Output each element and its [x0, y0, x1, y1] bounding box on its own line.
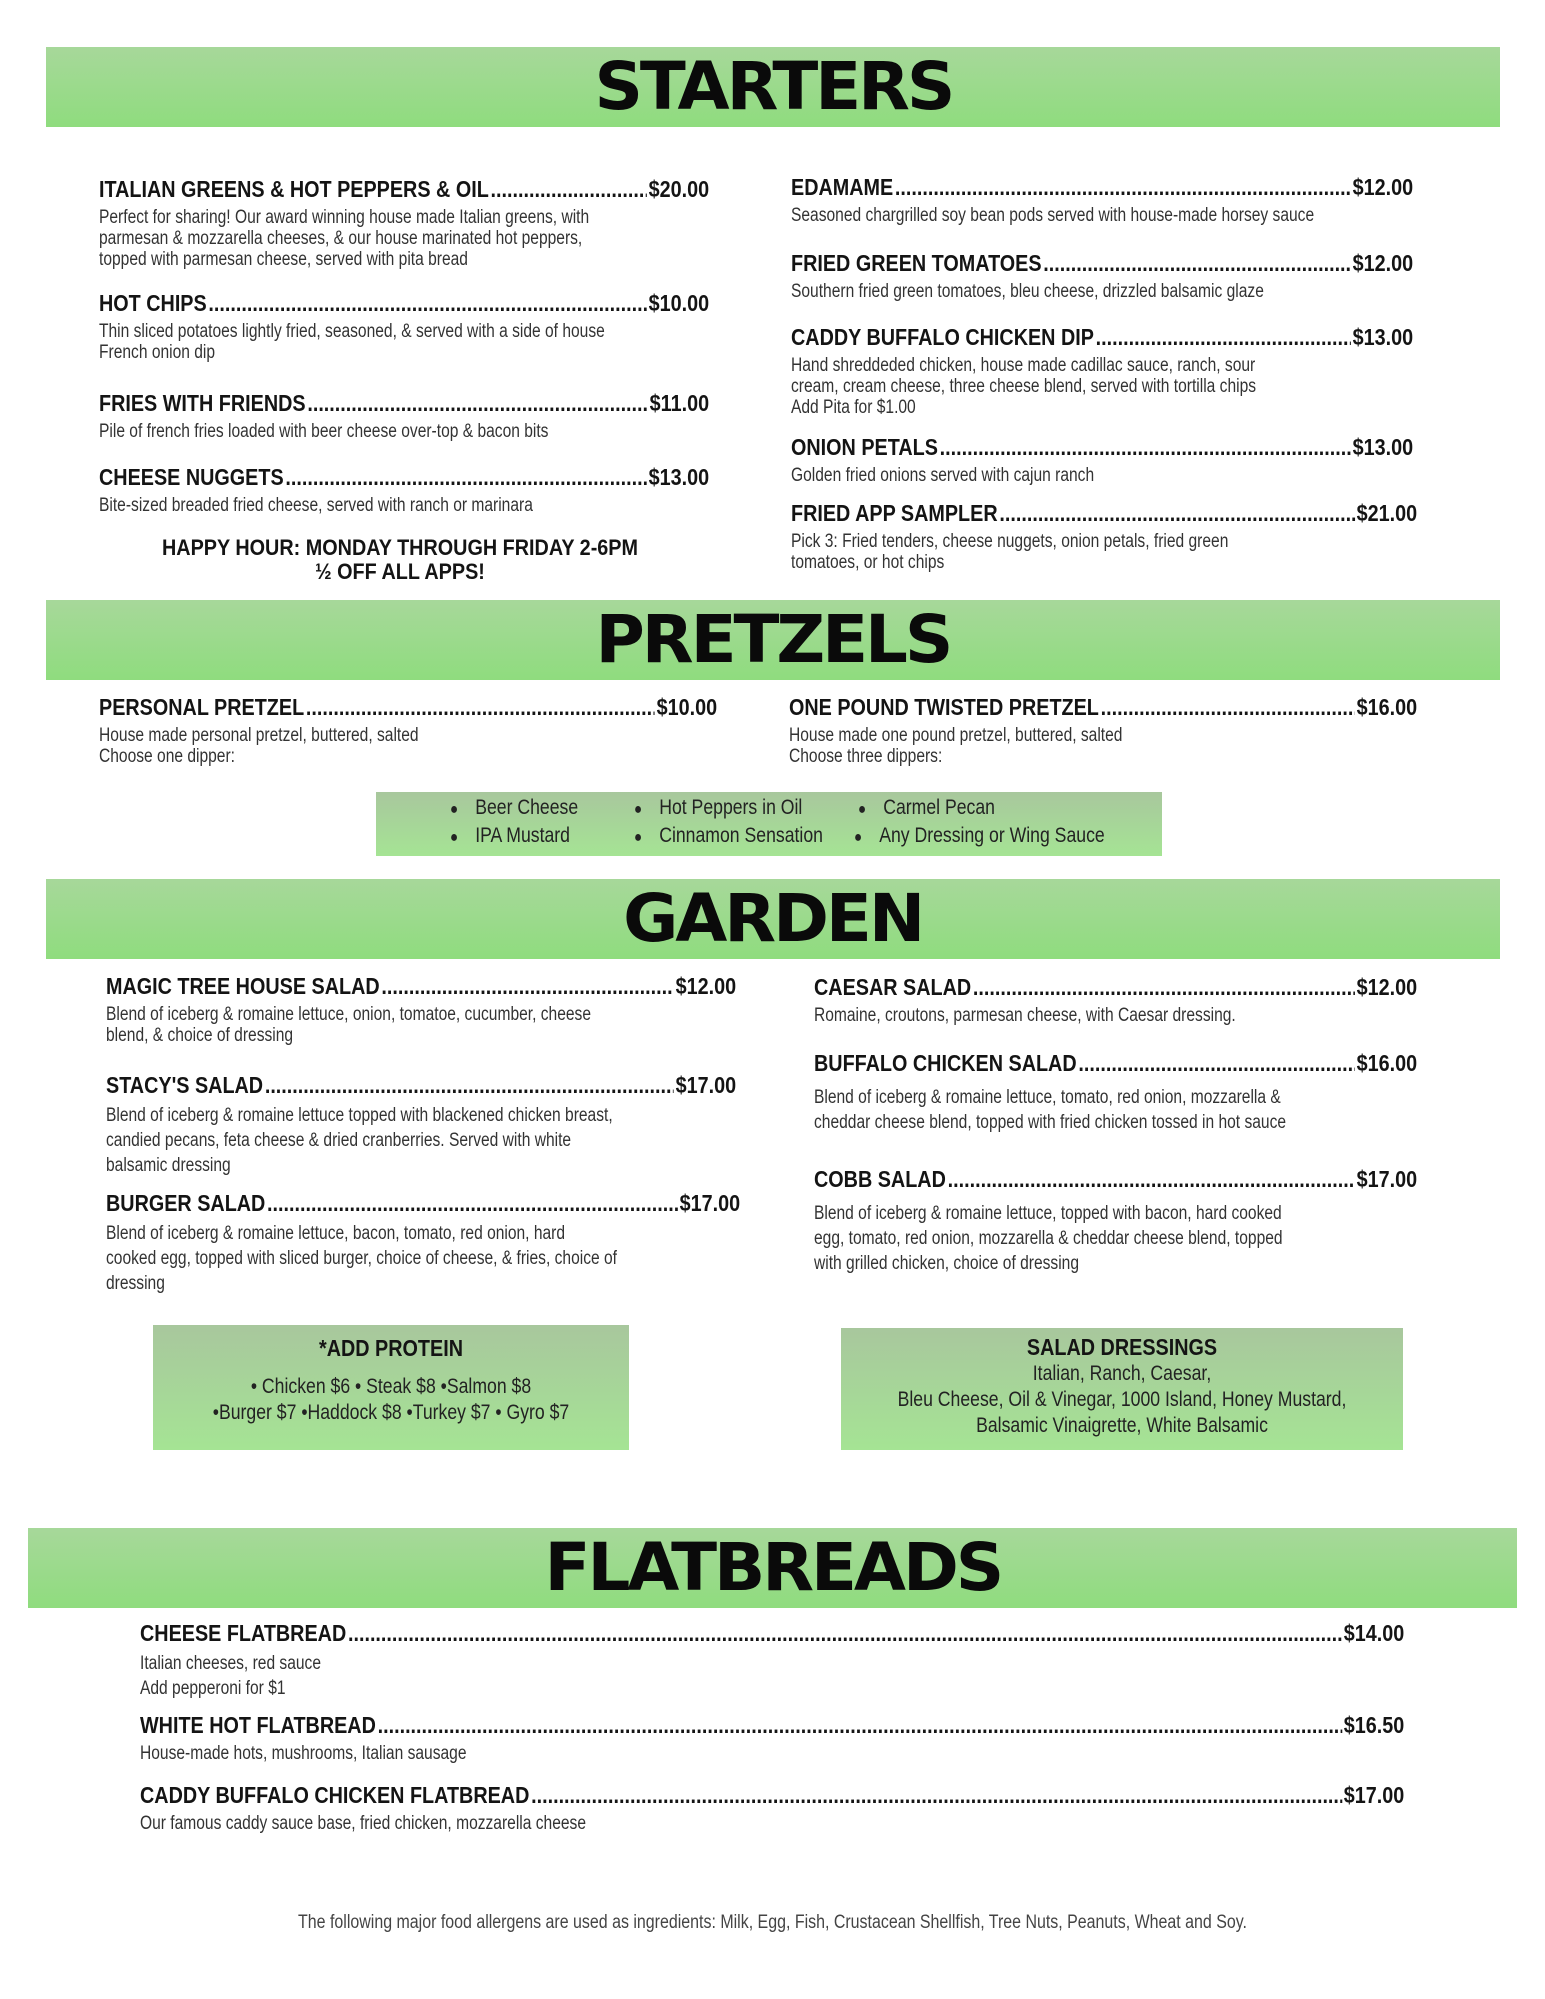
item-desc-line: Blend of iceberg & romaine lettuce topped with blackened chicken breast,	[106, 1105, 613, 1126]
item-price: $17.00	[679, 1190, 741, 1216]
item-desc-line: Pick 3: Fried tenders, cheese nuggets, onion petals, fried green	[791, 531, 1229, 552]
dressing-line: Italian, Ranch, Caesar,	[1032, 1362, 1212, 1385]
item-desc-line: cream, cream cheese, three cheese blend, served with tortilla chips	[791, 376, 1257, 397]
item-desc-line: balsamic dressing	[106, 1155, 231, 1176]
menu-item-buffalo-chicken-salad	[814, 1050, 1417, 1135]
item-desc-line: dressing	[106, 1273, 165, 1294]
item-desc-line: House-made hots, mushrooms, Italian sausage	[140, 1743, 467, 1764]
item-desc-line: candied pecans, feta cheese & dried cranberries. Served with white	[106, 1130, 572, 1151]
pretzels-title: PRETZELS	[595, 601, 951, 678]
menu-item-fried-green-tomatoes	[791, 250, 1413, 302]
flatbreads-header-band	[28, 1528, 1517, 1608]
item-name: FRIED GREEN TOMATOES	[791, 250, 1042, 276]
item-desc-line: Blend of iceberg & romaine lettuce, tomato, red onion, mozzarella &	[814, 1087, 1281, 1108]
item-name: MAGIC TREE HOUSE SALAD	[106, 973, 380, 999]
item-name: ONION PETALS	[791, 434, 938, 460]
item-price: $20.00	[648, 176, 710, 202]
item-price: $17.00	[1356, 1166, 1418, 1192]
item-desc-line: Add pepperoni for $1	[140, 1678, 286, 1699]
item-price: $13.00	[648, 464, 710, 490]
dipper-item: ● Carmel Pecan	[858, 796, 995, 819]
menu-item-white-hot-flatbread	[140, 1712, 1404, 1764]
item-name: CADDY BUFFALO CHICKEN DIP	[791, 324, 1094, 350]
item-price: $16.50	[1343, 1712, 1405, 1738]
menu-item-stacys-salad	[106, 1072, 736, 1178]
dipper-item: ● Hot Peppers in Oil	[634, 796, 803, 819]
item-name: EDAMAME	[791, 174, 894, 200]
happy-hour-line: HAPPY HOUR: MONDAY THROUGH FRIDAY 2-6PM	[161, 535, 639, 560]
item-price: $16.00	[1356, 694, 1418, 720]
item-desc-line: Southern fried green tomatoes, bleu cheese, drizzled balsamic glaze	[791, 281, 1264, 302]
item-price: $12.00	[675, 973, 737, 999]
item-desc-line: House made one pound pretzel, buttered, salted	[789, 725, 1123, 746]
item-desc-line: blend, & choice of dressing	[106, 1025, 294, 1046]
menu-item-personal-pretzel	[99, 694, 717, 767]
item-desc-line: Romaine, croutons, parmesan cheese, with Caesar dressing.	[814, 1005, 1236, 1026]
item-desc-line: cooked egg, topped with sliced burger, choice of cheese, & fries, choice of	[106, 1248, 617, 1269]
item-desc-line: egg, tomato, red onion, mozzarella & cheddar cheese blend, topped	[814, 1228, 1283, 1249]
add-protein-title: *ADD PROTEIN	[319, 1335, 463, 1361]
item-desc-line: Choose one dipper:	[99, 746, 235, 767]
item-desc-line: with grilled chicken, choice of dressing	[814, 1253, 1080, 1274]
starters-title: STARTERS	[594, 48, 952, 125]
menu-item-caddy-buffalo-chicken-dip	[791, 324, 1413, 418]
item-name: CHEESE FLATBREAD	[140, 1620, 347, 1646]
menu-item-caesar-salad	[814, 974, 1417, 1026]
salad-dressings-title: SALAD DRESSINGS	[1026, 1334, 1218, 1360]
item-desc-line: Hand shreddeded chicken, house made cadillac sauce, ranch, sour	[791, 355, 1256, 376]
garden-title: GARDEN	[623, 880, 923, 957]
item-desc-line: Blend of iceberg & romaine lettuce, bacon, tomato, red onion, hard	[106, 1223, 566, 1244]
item-desc-line: Blend of iceberg & romaine lettuce, topped with bacon, hard cooked	[814, 1203, 1282, 1224]
item-desc-line: topped with parmesan cheese, served with pita bread	[99, 249, 468, 270]
starters-header-band	[46, 47, 1500, 127]
item-desc-line: Pile of french fries loaded with beer cheese over-top & bacon bits	[99, 421, 549, 442]
item-desc-line: tomatoes, or hot chips	[791, 552, 945, 573]
item-price: $13.00	[1352, 434, 1414, 460]
item-price: $13.00	[1352, 324, 1414, 350]
dipper-item: ● Beer Cheese	[450, 796, 579, 819]
menu-item-onion-petals	[791, 434, 1413, 486]
happy-hour-line: ½ OFF ALL APPS!	[315, 559, 485, 584]
item-name: ONE POUND TWISTED PRETZEL	[789, 694, 1099, 720]
item-name: ITALIAN GREENS & HOT PEPPERS & OIL	[99, 176, 489, 202]
protein-line: •Burger $7 •Haddock $8 •Turkey $7 • Gyro $7	[212, 1401, 570, 1424]
item-price: $12.00	[1356, 974, 1418, 1000]
item-price: $17.00	[675, 1072, 737, 1098]
menu-item-one-pound-pretzel	[789, 694, 1417, 767]
item-desc-line: Choose three dippers:	[789, 746, 943, 767]
menu-item-hot-chips	[99, 290, 709, 363]
menu-item-cobb-salad	[814, 1166, 1417, 1276]
item-desc-line: Thin sliced potatoes lightly fried, seasoned, & served with a side of house	[99, 321, 605, 342]
dipper-item: ● Cinnamon Sensation	[634, 824, 823, 847]
dressing-line: Balsamic Vinaigrette, White Balsamic	[976, 1414, 1268, 1437]
item-price: $12.00	[1352, 250, 1414, 276]
item-price: $10.00	[656, 694, 718, 720]
flatbreads-title: FLATBREADS	[544, 1529, 1001, 1606]
item-name: FRIED APP SAMPLER	[791, 500, 998, 526]
item-price: $16.00	[1356, 1050, 1418, 1076]
item-name: BUFFALO CHICKEN SALAD	[814, 1050, 1077, 1076]
menu-item-fries-with-friends	[99, 390, 709, 442]
item-name: PERSONAL PRETZEL	[99, 694, 305, 720]
dipper-item: ● Any Dressing or Wing Sauce	[854, 824, 1105, 847]
item-desc-line: Seasoned chargrilled soy bean pods served with house-made horsey sauce	[791, 205, 1315, 226]
item-name: STACY'S SALAD	[106, 1072, 264, 1098]
item-name: CHEESE NUGGETS	[99, 464, 284, 490]
pretzels-header-band	[46, 600, 1500, 680]
menu-item-fried-app-sampler	[791, 500, 1417, 573]
item-desc-line: Our famous caddy sauce base, fried chicken, mozzarella cheese	[140, 1813, 586, 1834]
item-desc-line: Italian cheeses, red sauce	[140, 1653, 322, 1674]
item-desc-line: Add Pita for $1.00	[791, 397, 916, 418]
item-desc-line: House made personal pretzel, buttered, salted	[99, 725, 419, 746]
item-name: HOT CHIPS	[99, 290, 207, 316]
item-price: $11.00	[649, 390, 710, 416]
item-price: $17.00	[1343, 1782, 1405, 1808]
add-protein-box	[153, 1325, 629, 1450]
garden-header-band	[46, 879, 1500, 959]
item-desc-line: parmesan & mozzarella cheeses, & our house marinated hot peppers,	[99, 228, 583, 249]
item-desc-line: French onion dip	[99, 342, 216, 363]
happy-hour-notice	[130, 536, 670, 584]
menu-item-italian-greens	[99, 176, 709, 270]
item-desc-line: Perfect for sharing! Our award winning house made Italian greens, with	[99, 207, 590, 228]
item-price: $12.00	[1352, 174, 1414, 200]
protein-line: • Chicken $6 • Steak $8 •Salmon $8	[250, 1375, 532, 1398]
dressing-line: Bleu Cheese, Oil & Vinegar, 1000 Island, Honey Mustard,	[897, 1388, 1347, 1411]
menu-item-magic-tree-house-salad	[106, 973, 736, 1046]
item-price: $14.00	[1343, 1620, 1405, 1646]
item-desc-line: cheddar cheese blend, topped with fried chicken tossed in hot sauce	[814, 1112, 1287, 1133]
item-name: CADDY BUFFALO CHICKEN FLATBREAD	[140, 1782, 530, 1808]
dipper-item: ● IPA Mustard	[450, 824, 570, 847]
item-name: BURGER SALAD	[106, 1190, 266, 1216]
salad-dressings-box	[841, 1328, 1403, 1450]
menu-item-edamame	[791, 174, 1413, 226]
item-desc-line: Bite-sized breaded fried cheese, served with ranch or marinara	[99, 495, 533, 516]
dipper-options-box	[376, 792, 1162, 856]
menu-item-cheese-flatbread	[140, 1620, 1404, 1701]
item-name: COBB SALAD	[814, 1166, 946, 1192]
item-desc-line: Blend of iceberg & romaine lettuce, onion, tomatoe, cucumber, cheese	[106, 1004, 592, 1025]
item-price: $21.00	[1356, 500, 1418, 526]
item-price: $10.00	[648, 290, 710, 316]
item-name: CAESAR SALAD	[814, 974, 972, 1000]
menu-item-cheese-nuggets	[99, 464, 709, 516]
allergen-note: The following major food allergens are used as ingredients: Milk, Egg, Fish, Crustacean Shellfish, Tree Nuts, Peanuts, Wheat and Soy.	[298, 1912, 1247, 1933]
menu-item-caddy-buffalo-chicken-flatbread	[140, 1782, 1404, 1834]
item-desc-line: Golden fried onions served with cajun ranch	[791, 465, 1095, 486]
menu-item-burger-salad	[106, 1190, 740, 1296]
item-name: WHITE HOT FLATBREAD	[140, 1712, 376, 1738]
item-name: FRIES WITH FRIENDS	[99, 390, 306, 416]
